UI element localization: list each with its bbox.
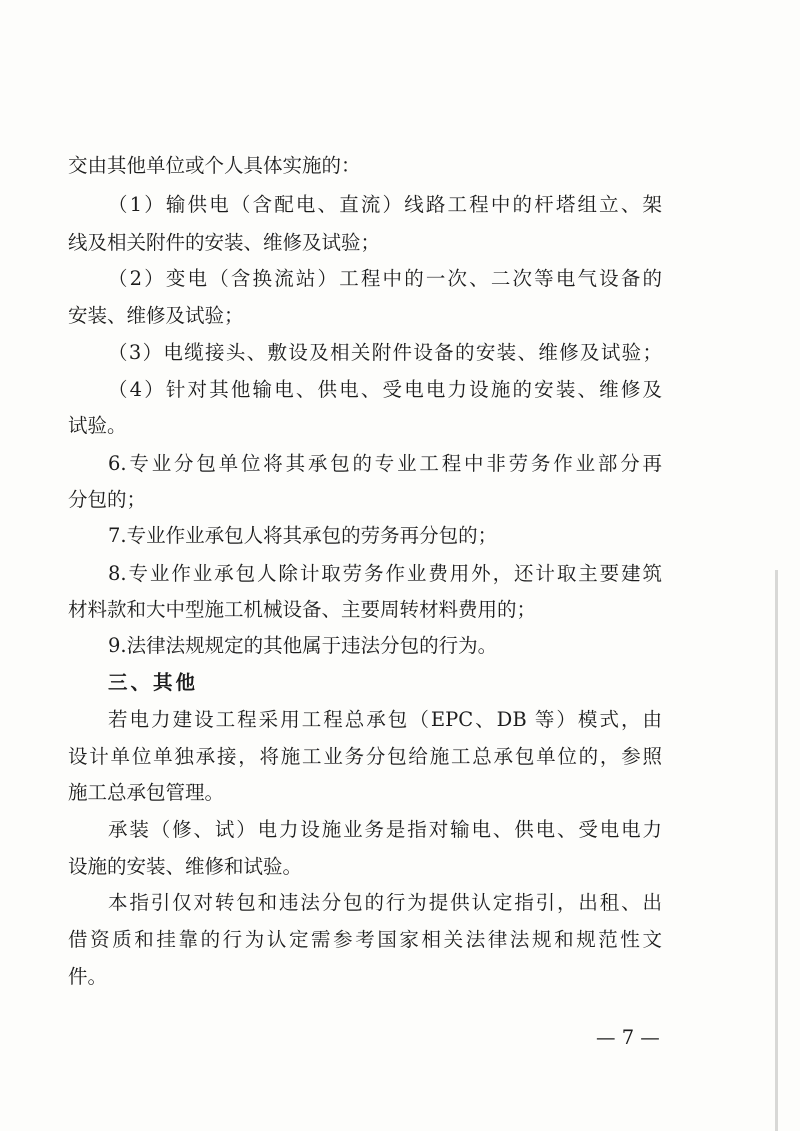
text-line: （2）变电（含换流站）工程中的一次、二次等电气设备的 bbox=[108, 267, 662, 290]
text-line: 承装（修、试）电力设施业务是指对输电、供电、受电电力 bbox=[108, 818, 662, 841]
text-line: 安装、维修及试验； bbox=[68, 304, 244, 327]
text-line: 线及相关附件的安装、维修及试验； bbox=[68, 231, 381, 254]
text-line: （3）电缆接头、敷设及相关附件设备的安装、维修及试验； bbox=[108, 341, 662, 364]
text-line: 7.专业作业承包人将其承包的劳务再分包的； bbox=[108, 524, 498, 547]
text-line: 借资质和挂靠的行为认定需参考国家相关法律法规和规范性文 bbox=[68, 928, 662, 951]
text-line: 施工总承包管理。 bbox=[68, 781, 225, 804]
text-line: 8.专业作业承包人除计取劳务作业费用外，还计取主要建筑 bbox=[108, 562, 662, 585]
text-line: 设计单位单独承接，将施工业务分包给施工总承包单位的，参照 bbox=[68, 745, 662, 768]
text-line: 件。 bbox=[68, 965, 108, 988]
text-line: 6.专业分包单位将其承包的专业工程中非劳务作业部分再 bbox=[108, 452, 662, 475]
text-line: 材料款和大中型施工机械设备、主要周转材料费用的； bbox=[68, 598, 537, 621]
text-line: 试验。 bbox=[68, 414, 127, 437]
text-line: 若电力建设工程采用工程总承包（EPC、DB 等）模式，由 bbox=[108, 708, 662, 731]
page-number: — 7 — bbox=[596, 1026, 660, 1049]
section-heading: 三、其他 bbox=[108, 671, 199, 694]
text-line: 本指引仅对转包和违法分包的行为提供认定指引，出租、出 bbox=[108, 891, 662, 914]
text-line: 分包的； bbox=[68, 488, 147, 511]
text-line: 9.法律法规规定的其他属于违法分包的行为。 bbox=[108, 634, 498, 657]
text-line: （1）输供电（含配电、直流）线路工程中的杆塔组立、架 bbox=[108, 193, 662, 216]
text-line: （4）针对其他输电、供电、受电电力设施的安装、维修及 bbox=[108, 378, 662, 401]
text-line: 设施的安装、维修和试验。 bbox=[68, 855, 303, 878]
scan-edge-divider bbox=[775, 570, 778, 1131]
text-line: 交由其他单位或个人具体实施的： bbox=[68, 154, 361, 177]
